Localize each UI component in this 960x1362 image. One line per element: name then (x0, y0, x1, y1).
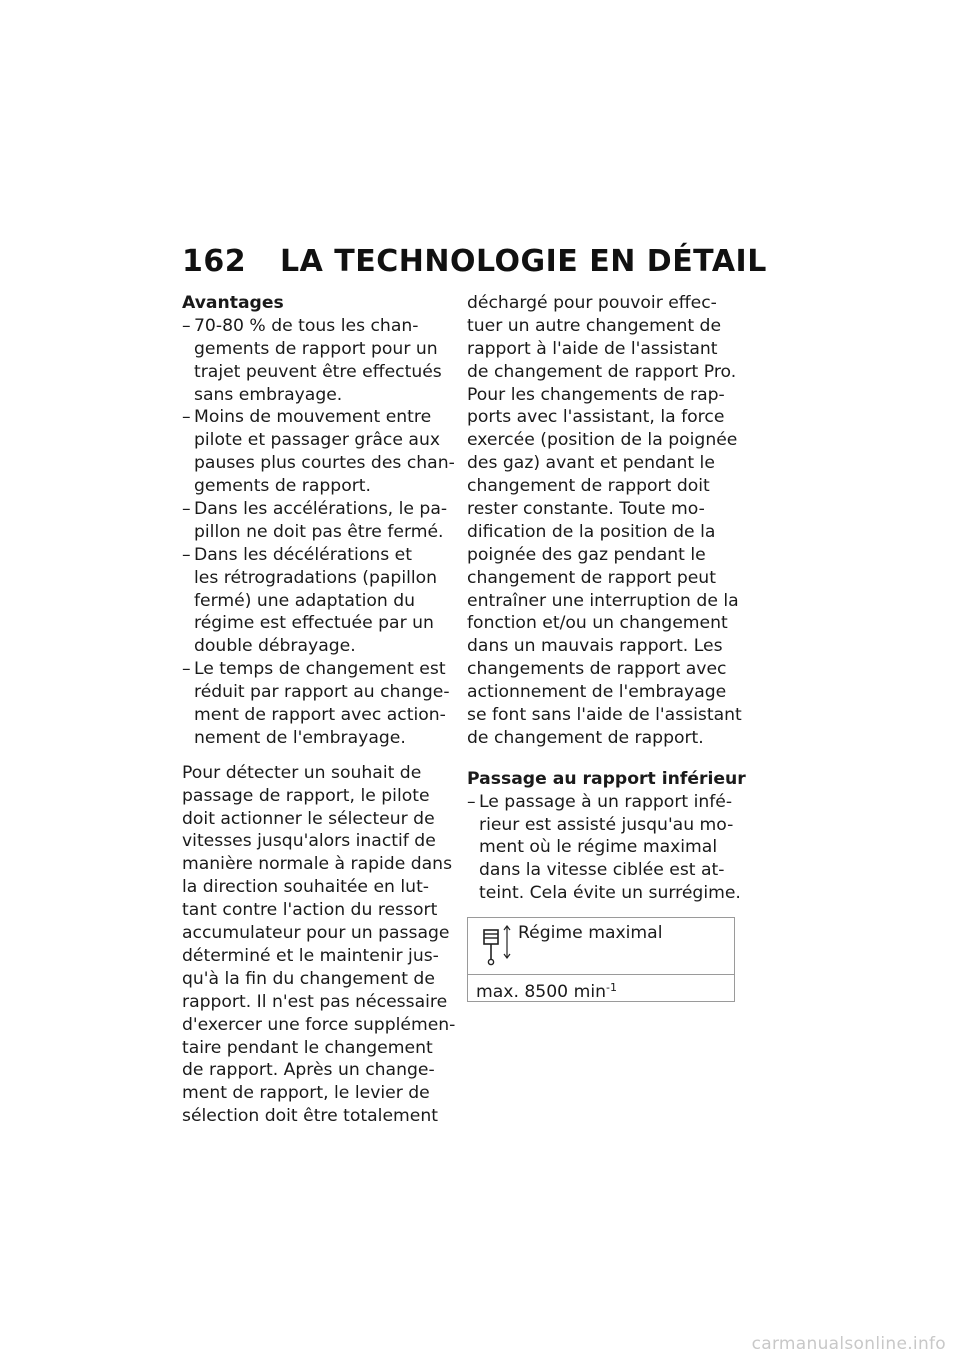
list-item-line: rieur est assisté jusqu'au mo- (479, 814, 734, 835)
bullet-dash: – (182, 659, 191, 680)
list-item-line: Le temps de changement est (194, 659, 446, 680)
list-item (182, 406, 455, 498)
text-line: vitesses jusqu'alors inactif de (182, 831, 436, 852)
downshift-heading: Passage au rapport inférieur (467, 768, 746, 789)
list-item-line: trajet peuvent être effectués (194, 361, 442, 382)
text-line: dification de la position de la (467, 521, 716, 542)
text-line: de rapport. Après un change- (182, 1060, 435, 1081)
bullet-dash: – (182, 499, 191, 520)
spec-label: Régime maximal (518, 923, 663, 944)
text-line: ports avec l'assistant, la force (467, 407, 725, 428)
list-item-line: Le passage à un rapport infé- (479, 791, 733, 812)
list-item-line: sans embrayage. (194, 384, 343, 405)
list-item (467, 791, 739, 905)
bullet-dash: – (182, 407, 191, 428)
advantages-heading: Avantages (182, 293, 284, 313)
text-line: tant contre l'action du ressort (182, 900, 438, 921)
list-item-line: gements de rapport pour un (194, 338, 438, 359)
list-item-line: fermé) une adaptation du (194, 590, 416, 611)
right-column (467, 292, 746, 1003)
bullet-dash: – (182, 315, 191, 336)
text-line: sélection doit être totalement (182, 1106, 438, 1127)
left-column (182, 292, 456, 1128)
bullet-dash: – (467, 791, 476, 812)
text-line: de changement de rapport Pro. (467, 361, 737, 382)
list-item-line: Moins de mouvement entre (194, 407, 432, 428)
text-line: se font sans l'aide de l'assistant (467, 705, 742, 726)
list-item-line: ment où le régime maximal (479, 837, 718, 858)
section-title: LA TECHNOLOGIE EN DÉTAIL (280, 244, 767, 279)
text-line: tuer un autre changement de (467, 315, 722, 336)
list-item (182, 658, 450, 750)
list-item-line: dans la vitesse ciblée est at- (479, 860, 725, 881)
text-line: manière normale à rapide dans (182, 854, 453, 875)
text-line: qu'à la fin du changement de (182, 968, 435, 989)
list-item-line: Dans les décélérations et (194, 544, 412, 565)
list-item-line: gements de rapport. (194, 476, 372, 497)
list-item-line: pilote et passager grâce aux (194, 430, 441, 451)
list-item-line: pillon ne doit pas être fermé. (194, 521, 444, 542)
text-line: dans un mauvais rapport. Les (467, 636, 723, 657)
text-line: d'exercer une force supplémen- (182, 1014, 456, 1035)
list-item-line: 70-80 % de tous les chan- (194, 315, 419, 336)
text-line: ment de rapport, le levier de (182, 1083, 430, 1104)
spec-value (468, 975, 734, 1001)
text-line: Pour les changements de rap- (467, 384, 725, 405)
list-item (182, 544, 450, 658)
list-item-line: réduit par rapport au change- (194, 682, 450, 703)
text-line: doit actionner le sélecteur de (182, 808, 435, 829)
text-line: déterminé et le maintenir jus- (182, 945, 439, 966)
list-item-line: régime est effectuée par un (194, 613, 434, 634)
engine-piston-icon (468, 918, 518, 974)
list-item-line: ment de rapport avec action- (194, 705, 446, 726)
spec-value-exponent: -1 (606, 981, 617, 995)
text-line: accumulateur pour un passage (182, 923, 450, 944)
text-line: rapport. Il n'est pas nécessaire (182, 991, 448, 1012)
bullet-dash: – (182, 544, 191, 565)
text-line: de changement de rapport. (467, 727, 704, 748)
text-line: fonction et/ou un changement (467, 613, 728, 634)
text-line: changement de rapport peut (467, 567, 716, 588)
text-line: rester constante. Toute mo- (467, 499, 705, 520)
right-paragraph (467, 292, 742, 750)
text-line: taire pendant le changement (182, 1037, 433, 1058)
watermark: carmanualsonline.info (751, 1334, 946, 1354)
spec-value-text: max. 8500 min (476, 982, 606, 1003)
list-item-line: teint. Cela évite un surrégime. (479, 883, 741, 904)
text-line: déchargé pour pouvoir effec- (467, 293, 717, 313)
text-line: changement de rapport doit (467, 476, 710, 497)
list-item (182, 315, 450, 407)
spec-table-header (468, 918, 734, 975)
spec-table (467, 917, 735, 1002)
list-item-line: les rétrogradations (papillon (194, 567, 438, 588)
text-line: poignée des gaz pendant le (467, 544, 706, 565)
page-number: 162 (182, 244, 247, 279)
text-line: changements de rapport avec (467, 659, 727, 680)
text-line: des gaz) avant et pendant le (467, 453, 715, 474)
downshift-list (467, 791, 739, 905)
list-item-line: Dans les accélérations, le pa- (194, 499, 448, 520)
text-line: entraîner une interruption de la (467, 590, 739, 611)
left-paragraph (182, 762, 456, 1128)
text-line: la direction souhaitée en lut- (182, 877, 430, 898)
list-item-line: double débrayage. (194, 636, 356, 657)
list-item-line: pauses plus courtes des chan- (194, 453, 455, 474)
list-item-line: nement de l'embrayage. (194, 727, 406, 748)
page-header (182, 244, 767, 279)
text-line: actionnement de l'embrayage (467, 682, 727, 703)
advantages-list (182, 315, 455, 750)
list-item (182, 498, 450, 544)
text-line: rapport à l'aide de l'assistant (467, 338, 718, 359)
text-line: passage de rapport, le pilote (182, 785, 430, 806)
text-line: exercée (position de la poignée (467, 430, 738, 451)
text-line: Pour détecter un souhait de (182, 762, 422, 783)
